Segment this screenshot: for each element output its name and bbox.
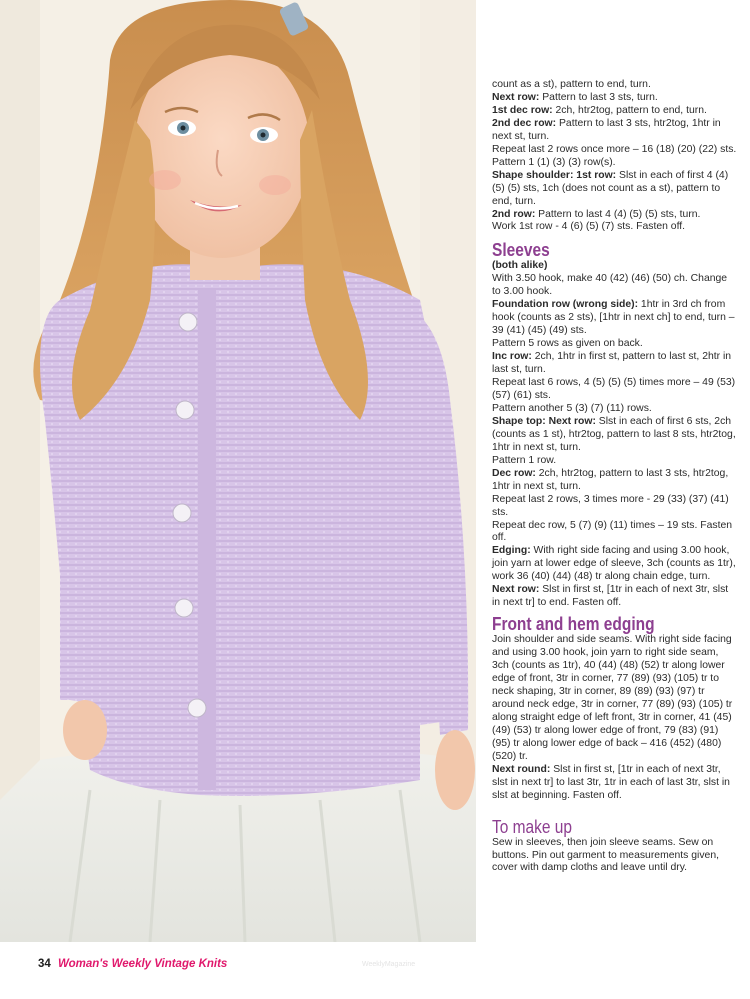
sleeves-s11: Repeat dec row, 5 (7) (9) (11) times – 19 sts. Fasten off. <box>492 519 733 544</box>
sleeves-s1: With 3.50 hook, make 40 (42) (46) (50) ch. Change to 3.00 hook. <box>492 273 728 298</box>
pattern-text-column <box>492 79 737 875</box>
sleeves-subheading: (both alike) <box>492 260 548 272</box>
pattern-p5: Repeat last 2 rows once more – 16 (18) (20) (22) sts. <box>492 143 737 155</box>
page-footer <box>38 958 227 974</box>
button-4 <box>175 599 193 617</box>
page-number: 34 <box>38 958 51 970</box>
pattern-p4: 2nd dec row: Pattern to last 3 sts, htr2tog, 1htr in next st, turn. <box>492 117 721 142</box>
front-f1: Join shoulder and side seams. With right side facing and using 3.00 hook, join yarn to right side seam, 3ch (counts as 1tr), 40 (44) (48) (52) tr along lower edge of front, 3tr in corner, 77 (89) (93) (105) tr to neck shaping, 3tr in corner, 89 (89) (93) (97) tr around neck edge, 3tr in corner, 77 (89) (93) (105) tr along straight edge of left front, 3tr in corner, 41 (45) (49) (53) tr along lower edge of front, 79 (83) (91) (95) tr along lower edge of back – 416 (452) (480) (520) tr. <box>492 634 733 762</box>
make-up-heading: To make up <box>492 816 573 837</box>
sleeves-s2: Foundation row (wrong side): 1htr in 3rd ch from hook (counts as 2 sts), [1htr in next ch] to end, turn – 39 (41) (45) (49) sts. <box>492 299 735 337</box>
front-hem-heading: Front and hem edging <box>492 614 655 635</box>
make-up-m1: Sew in sleeves, then join sleeve seams. Sew on buttons. Pin out garment to measurements given, cover with damp cloths and leave until dry. <box>492 836 719 874</box>
sleeves-s13: Next row: Slst in first st, [1tr in each of next 3tr, slst in next tr] to end. Fasten off. <box>492 584 729 609</box>
sleeves-s9: Dec row: 2ch, htr2tog, pattern to last 3 sts, htr2tog, 1htr in next st, turn. <box>492 467 729 492</box>
pattern-p2: Next row: Pattern to last 3 sts, turn. <box>492 91 658 103</box>
magazine-title: Woman's Weekly Vintage Knits <box>58 958 228 970</box>
pattern-p6: Pattern 1 (1) (3) (3) row(s). <box>492 156 616 168</box>
pattern-p1: count as a st), pattern to end, turn. <box>492 79 651 90</box>
sleeves-s8: Pattern 1 row. <box>492 454 557 466</box>
button-1 <box>179 313 197 331</box>
sleeves-heading: Sleeves <box>492 240 550 261</box>
pattern-p3: 1st dec row: 2ch, htr2tog, pattern to end, turn. <box>492 104 707 116</box>
pattern-p8: 2nd row: Pattern to last 4 (4) (5) (5) sts, turn. <box>492 208 701 220</box>
sleeves-s4: Inc row: 2ch, 1htr in first st, pattern to last st, 2htr in last st, turn. <box>492 351 732 376</box>
pattern-p7: Shape shoulder: 1st row: Slst in each of first 4 (4) (5) (5) sts, 1ch (does not count as a st), pattern to end, turn. <box>492 169 729 207</box>
watermark: WeeklyMagazine <box>362 961 416 968</box>
button-2 <box>176 401 194 419</box>
pattern-p9: Work 1st row - 4 (6) (5) (7) sts. Fasten off. <box>492 221 686 233</box>
sleeves-s12: Edging: With right side facing and using 3.00 hook, join yarn at lower edge of sleeve, 3ch (counts as 1tr), work 36 (40) (44) (48) tr along chain edge, turn. <box>492 545 736 583</box>
button-5 <box>188 699 206 717</box>
sleeves-s10: Repeat last 2 rows, 3 times more - 29 (33) (37) (41) sts. <box>492 493 729 518</box>
sleeves-s3: Pattern 5 rows as given on back. <box>492 338 643 350</box>
front-f2: Next round: Slst in first st, [1tr in each of next 3tr, slst in next tr] to last 3tr, 1tr in each of last 3tr, slst in slst at beginning. Fasten off. <box>492 763 730 801</box>
sleeves-s7: Shape top: Next row: Slst in each of first 6 sts, 2ch (counts as 1 st), htr2tog, pattern to last 8 sts, htr2tog, 1htr in next st, turn. <box>492 415 736 453</box>
sleeves-s6: Pattern another 5 (3) (7) (11) rows. <box>492 402 652 414</box>
sleeves-s5: Repeat last 6 rows, 4 (5) (5) (5) times more – 49 (53) (57) (61) sts. <box>492 377 736 401</box>
button-3 <box>173 504 191 522</box>
